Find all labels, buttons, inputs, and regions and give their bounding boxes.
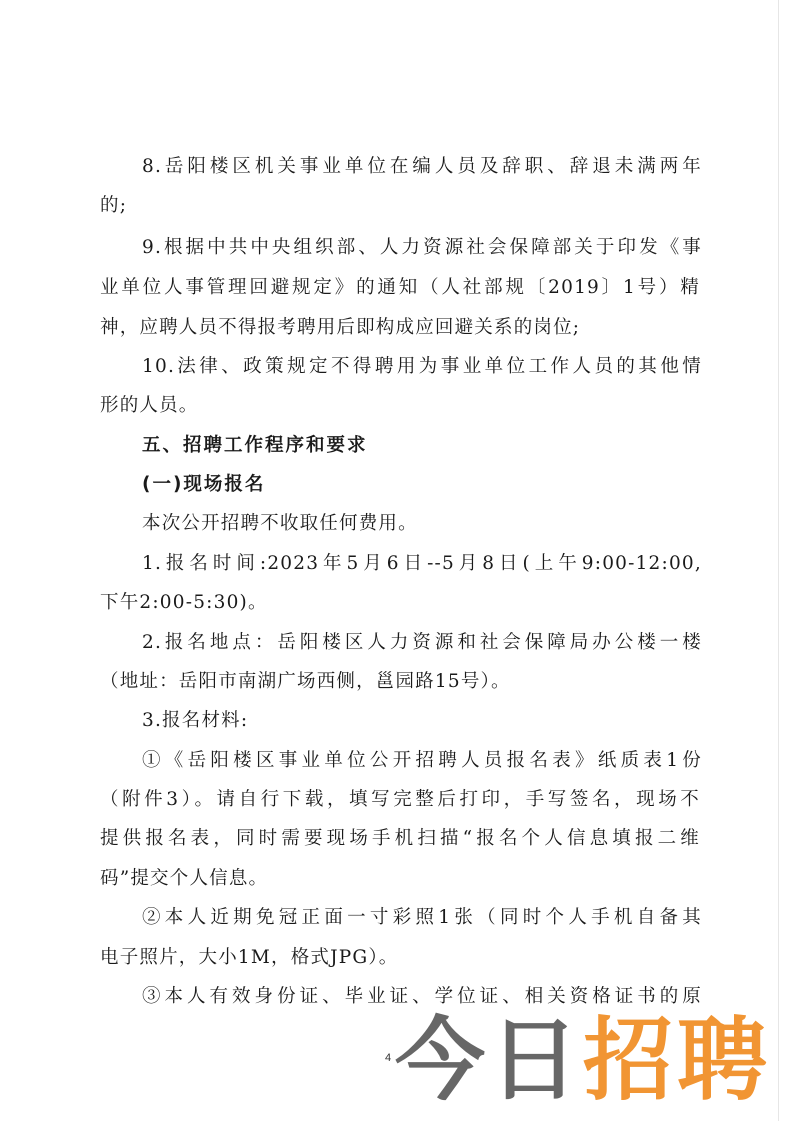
text-line: 业单位人事管理回避规定》的通知（人社部规〔2019〕1号）精 (100, 277, 700, 298)
watermark-logo (395, 1006, 771, 1116)
text-line: 神，应聘人员不得报考聘用后即构成应回避关系的岗位; (100, 317, 581, 338)
text-line: 9.根据中共中央组织部、人力资源社会保障部关于印发《事 (142, 237, 702, 258)
subsection-heading: (一)现场报名 (142, 474, 266, 495)
text-line: 的; (100, 195, 128, 216)
text-line: 码”提交个人信息。 (100, 868, 269, 889)
watermark-part1: 今日 (395, 1008, 583, 1113)
watermark-part2: 招聘 (583, 1008, 771, 1113)
text-line: 3.报名材料: (142, 710, 249, 731)
text-line: 2.报名地点：岳阳楼区人力资源和社会保障局办公楼一楼 (142, 632, 702, 653)
text-line: （附件3）。请自行下载，填写完整后打印，手写签名，现场不 (100, 789, 700, 810)
text-line: 电子照片，大小1M，格式JPG）。 (100, 947, 399, 968)
text-line: 8.岳阳楼区机关事业单位在编人员及辞职、辞退未满两年 (142, 156, 702, 177)
text-line: ③本人有效身份证、毕业证、学位证、相关资格证书的原 (142, 986, 702, 1007)
page-number: 4 (384, 1052, 392, 1064)
text-line: 提供报名表，同时需要现场手机扫描“报名个人信息填报二维 (100, 828, 700, 849)
section-heading: 五、招聘工作程序和要求 (142, 435, 368, 456)
text-line: 10.法律、政策规定不得聘用为事业单位工作人员的其他情 (142, 356, 702, 377)
text-line: ②本人近期免冠正面一寸彩照1张（同时个人手机自备其 (142, 907, 702, 928)
text-line: 1.报名时间:2023年5月6日--5月8日(上午9:00-12:00, (142, 553, 702, 574)
text-line: 形的人员。 (100, 395, 199, 416)
text-line: 本次公开招聘不收取任何费用。 (142, 513, 418, 534)
page-edge-divider (778, 0, 779, 1121)
text-line: （地址：岳阳市南湖广场西侧，邕园路15号）。 (100, 671, 511, 692)
text-line: ①《岳阳楼区事业单位公开招聘人员报名表》纸质表1份 (142, 750, 702, 771)
text-line: 下午2:00-5:30)。 (100, 592, 268, 613)
